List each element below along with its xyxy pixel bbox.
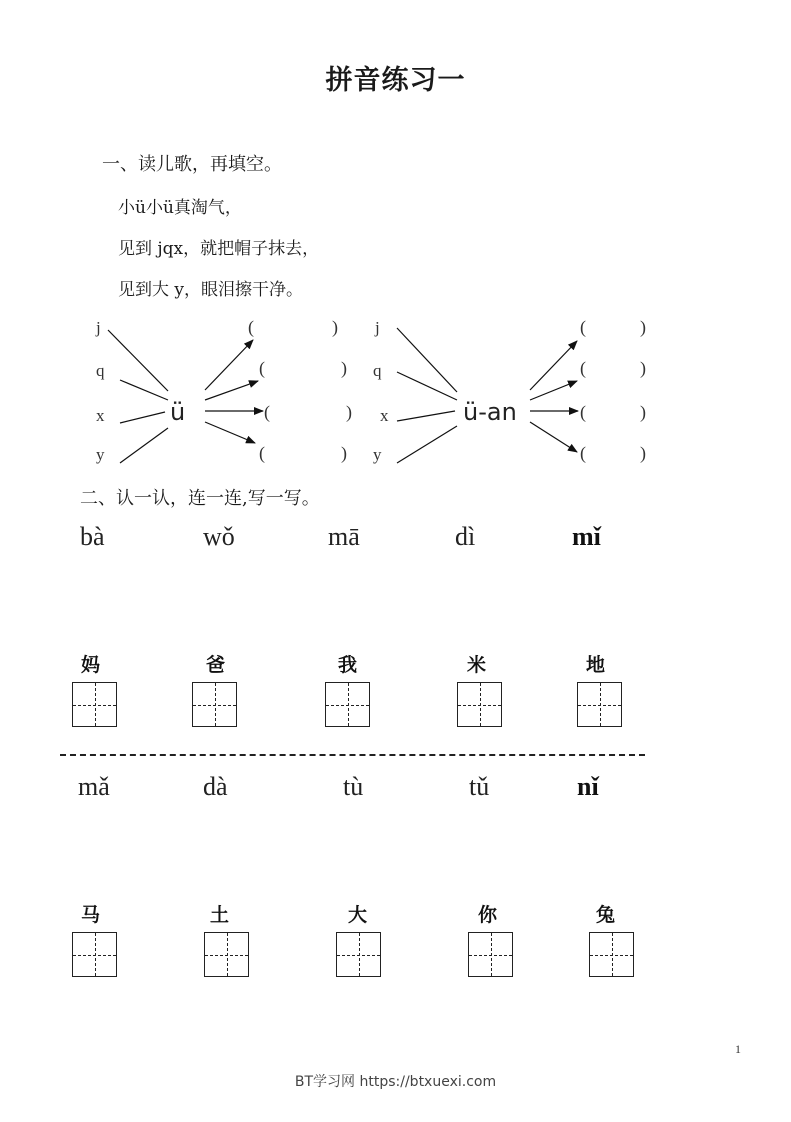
- writing-grid-1[interactable]: [72, 682, 117, 727]
- pinyin-wo: wǒ: [203, 522, 235, 551]
- blank-open-7: (: [580, 402, 586, 422]
- section-1-heading: 一、读儿歌，再填空。: [102, 154, 282, 175]
- pinyin-di: dì: [455, 522, 476, 551]
- hanzi-tu-rabbit: 兔: [596, 904, 616, 926]
- pinyin-tu4: tù: [343, 772, 364, 801]
- hanzi-da-big: 大: [348, 904, 368, 926]
- writing-grid-3[interactable]: [325, 682, 370, 727]
- blank-open-1: (: [248, 317, 254, 337]
- final-u-umlaut: ü: [170, 398, 186, 426]
- initial-y-right: y: [373, 445, 382, 464]
- blank-close-7: ): [640, 402, 646, 422]
- blank-open-3: (: [264, 402, 270, 422]
- writing-grid-9[interactable]: [468, 932, 513, 977]
- blank-open-8: (: [580, 443, 586, 463]
- page-number: 1: [735, 1042, 741, 1056]
- blank-open-6: (: [580, 358, 586, 378]
- initial-q-right: q: [373, 361, 382, 380]
- writing-grid-10[interactable]: [589, 932, 634, 977]
- dashed-divider: [60, 754, 645, 756]
- hanzi-mi: 米: [467, 654, 487, 676]
- pinyin-da: dà: [203, 772, 228, 801]
- blank-close-5: ): [640, 317, 646, 337]
- blank-close-6: ): [640, 358, 646, 378]
- writing-grid-4[interactable]: [457, 682, 502, 727]
- hanzi-ma-mother: 妈: [81, 654, 101, 676]
- hanzi-di: 地: [586, 654, 606, 676]
- pinyin-tu3: tǔ: [469, 772, 490, 801]
- writing-grid-6[interactable]: [72, 932, 117, 977]
- pinyin-ni: nǐ: [577, 772, 599, 801]
- pinyin-ma1: mā: [328, 522, 360, 551]
- poem-line-2: 见到 jqx，就把帽子抹去，: [118, 239, 320, 259]
- blank-close-3: ): [346, 402, 352, 422]
- hanzi-wo: 我: [338, 654, 358, 676]
- pinyin-ma3: mǎ: [78, 772, 110, 801]
- hanzi-tu-soil: 土: [210, 904, 230, 926]
- blank-close-2: ): [341, 358, 347, 378]
- pinyin-ba: bà: [80, 522, 105, 551]
- writing-grid-8[interactable]: [336, 932, 381, 977]
- blank-open-5: (: [580, 317, 586, 337]
- footer-watermark: BT学习网 https://btxuexi.com: [294, 1074, 497, 1090]
- blank-open-2: (: [259, 358, 265, 378]
- poem-line-1: 小ü小ü真淘气，: [118, 198, 242, 218]
- writing-grid-2[interactable]: [192, 682, 237, 727]
- initial-y-left: y: [96, 445, 105, 464]
- initial-j-right: j: [375, 318, 380, 337]
- initial-x-right: x: [380, 406, 389, 425]
- blank-close-4: ): [341, 443, 347, 463]
- hanzi-ba-father: 爸: [206, 654, 226, 676]
- initial-j-left: j: [96, 318, 101, 337]
- hanzi-ma-horse: 马: [81, 904, 101, 926]
- initial-q-left: q: [96, 361, 105, 380]
- writing-grid-5[interactable]: [577, 682, 622, 727]
- poem-line-3: 见到大 y，眼泪擦干净。: [118, 280, 304, 300]
- section-2-heading: 二、认一认，连一连,写一写。: [80, 488, 320, 509]
- initial-x-left: x: [96, 406, 105, 425]
- blank-close-8: ): [640, 443, 646, 463]
- hanzi-ni-you: 你: [478, 904, 498, 926]
- blank-open-4: (: [259, 443, 265, 463]
- writing-grid-7[interactable]: [204, 932, 249, 977]
- blank-close-1: ): [332, 317, 338, 337]
- final-u-an: ü-an: [463, 398, 517, 426]
- page-title: 拼音练习一: [325, 65, 466, 96]
- pinyin-mi: mǐ: [572, 522, 601, 551]
